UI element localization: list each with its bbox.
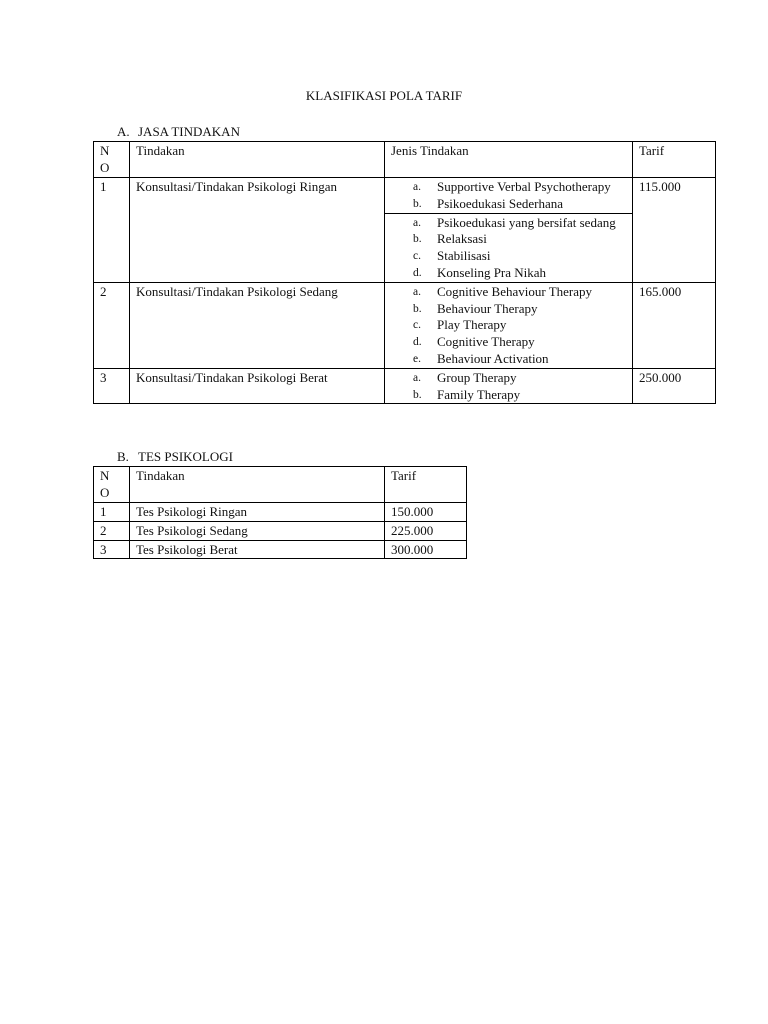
- list-item: e. Behaviour Activation: [413, 350, 549, 366]
- list-item: c. Stabilisasi: [413, 248, 491, 264]
- list-item: b. Relaksasi: [413, 231, 487, 247]
- list-item: b. Behaviour Therapy: [413, 300, 538, 316]
- section-a-letter: A.: [117, 124, 130, 139]
- row-jenis-tindakan: [385, 368, 633, 404]
- row-no: 1: [94, 178, 130, 283]
- section-b-title: TES PSIKOLOGI: [138, 449, 233, 464]
- table-row: [94, 503, 467, 522]
- list-item: d. Konseling Pra Nikah: [413, 264, 547, 280]
- table-header-row: [94, 467, 467, 503]
- table-header-row: [94, 142, 716, 178]
- jenis-group: [385, 214, 632, 282]
- section-a-title: JASA TINDAKAN: [138, 124, 240, 139]
- row-tindakan: Tes Psikologi Sedang: [130, 521, 385, 540]
- header-no: NO: [94, 467, 130, 503]
- list-item: b. Psikoedukasi Sederhana: [413, 195, 564, 211]
- row-tarif: 250.000: [633, 368, 716, 404]
- row-tindakan: Konsultasi/Tindakan Psikologi Ringan: [130, 178, 385, 283]
- header-tindakan: Tindakan: [130, 142, 385, 178]
- row-tarif: 225.000: [385, 521, 467, 540]
- list-item: d. Cognitive Therapy: [413, 334, 535, 350]
- list-item: a. Group Therapy: [413, 369, 517, 385]
- jenis-group: [385, 283, 632, 368]
- header-no: NO: [94, 142, 130, 178]
- row-no: 2: [94, 521, 130, 540]
- row-tindakan: Konsultasi/Tindakan Psikologi Sedang: [130, 282, 385, 368]
- header-jenis-tindakan: Jenis Tindakan: [385, 142, 633, 178]
- section-b-letter: B.: [117, 449, 129, 464]
- row-no: 3: [94, 540, 130, 559]
- section-b-heading: [117, 449, 233, 465]
- table-row: [94, 540, 467, 559]
- row-tarif: 165.000: [633, 282, 716, 368]
- row-tarif: 300.000: [385, 540, 467, 559]
- table-row: [94, 368, 716, 404]
- header-tarif: Tarif: [385, 467, 467, 503]
- row-no: 3: [94, 368, 130, 404]
- jenis-group: [385, 178, 632, 214]
- row-tindakan: Konsultasi/Tindakan Psikologi Berat: [130, 368, 385, 404]
- row-tindakan: Tes Psikologi Berat: [130, 540, 385, 559]
- header-tindakan: Tindakan: [130, 467, 385, 503]
- tes-psikologi-table: [93, 466, 467, 559]
- table-row: [94, 521, 467, 540]
- list-item: b. Family Therapy: [413, 386, 521, 402]
- jenis-group: [385, 369, 632, 404]
- row-no: 1: [94, 503, 130, 522]
- row-jenis-tindakan: [385, 282, 633, 368]
- list-item: c. Play Therapy: [413, 317, 507, 333]
- list-item: a. Cognitive Behaviour Therapy: [413, 283, 593, 299]
- jasa-tindakan-table: [93, 141, 716, 404]
- table-row: [94, 178, 716, 283]
- row-tarif: 115.000: [633, 178, 716, 283]
- header-tarif: Tarif: [633, 142, 716, 178]
- table-row: [94, 282, 716, 368]
- row-tarif: 150.000: [385, 503, 467, 522]
- list-item: a. Psikoedukasi yang bersifat sedang: [413, 214, 616, 230]
- row-jenis-tindakan: [385, 178, 633, 283]
- section-a-heading: [117, 124, 240, 140]
- row-no: 2: [94, 282, 130, 368]
- list-item: a. Supportive Verbal Psychotherapy: [413, 179, 611, 194]
- row-tindakan: Tes Psikologi Ringan: [130, 503, 385, 522]
- document-title: KLASIFIKASI POLA TARIF: [305, 88, 463, 103]
